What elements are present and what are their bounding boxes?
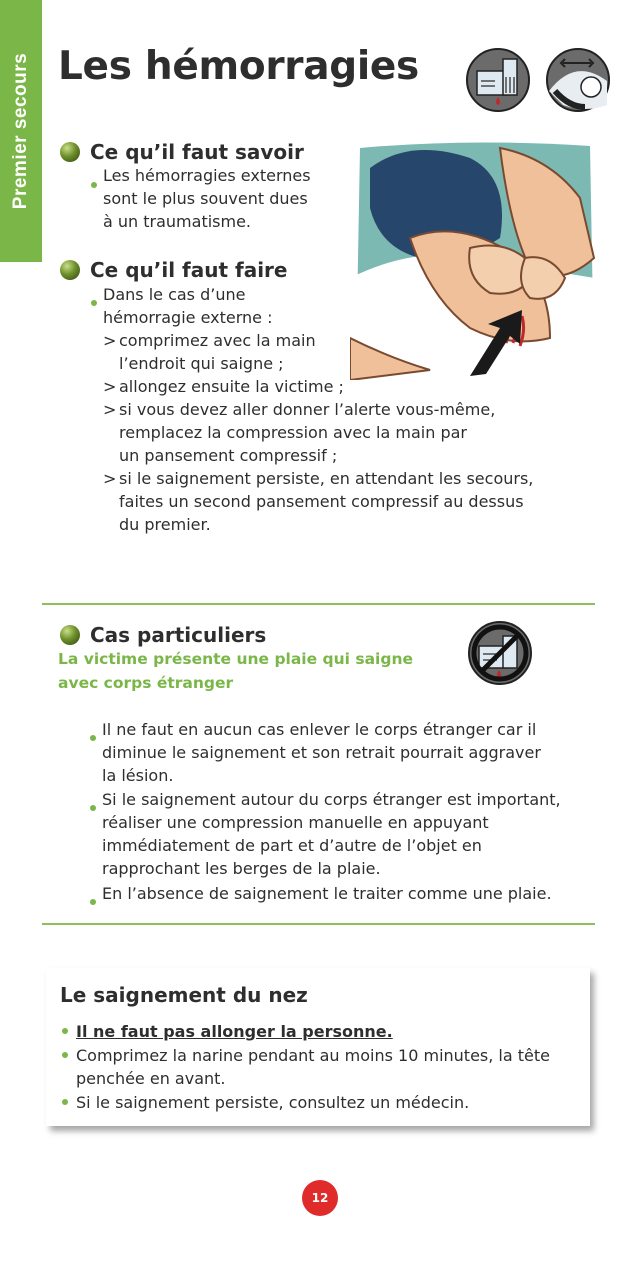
text-line: si vous devez aller donner l’alerte vous-même, — [119, 400, 496, 419]
no-removal-foreign-body-icon — [467, 620, 533, 686]
nose-warning — [76, 1020, 393, 1043]
cas-subheading — [58, 647, 413, 695]
text-line: réaliser une compression manuelle en appuyant — [102, 813, 489, 832]
green-ball-icon — [60, 260, 80, 280]
text-line: du premier. — [119, 515, 211, 534]
text-line: Si le saignement persiste, consultez un médecin. — [76, 1093, 470, 1112]
section-heading-text: Cas particuliers — [90, 623, 267, 647]
text-line: Il ne faut pas allonger la personne. — [76, 1022, 393, 1041]
paragraph-faire-intro — [103, 283, 272, 329]
bullet-icon — [91, 182, 97, 188]
bullet-icon — [90, 735, 96, 741]
bullet-icon — [62, 1028, 68, 1034]
text-line: Il ne faut en aucun cas enlever le corps étranger car il — [102, 720, 537, 739]
text-line: remplacez la compression avec la main par — [119, 423, 467, 442]
text-line: rapprochant les berges de la plaie. — [102, 859, 381, 878]
divider — [42, 603, 595, 605]
section-heading-cas — [60, 623, 266, 647]
section-heading-text: Ce qu’il faut faire — [90, 258, 288, 282]
bullet-icon — [62, 1099, 68, 1105]
list-item — [119, 398, 495, 467]
text-line: hémorragie externe : — [103, 308, 273, 327]
divider — [42, 923, 595, 925]
text-line: Dans le cas d’une — [103, 285, 246, 304]
text-line: à un traumatisme. — [103, 212, 252, 231]
text-line: penchée en avant. — [76, 1069, 226, 1088]
section-heading-savoir — [60, 140, 304, 164]
list-item — [76, 1044, 550, 1090]
list-item — [102, 882, 552, 905]
text-line: allongez ensuite la victime ; — [119, 377, 344, 396]
list-item — [119, 329, 316, 375]
side-tab — [0, 0, 42, 262]
text-line: Les hémorragies externes — [103, 166, 311, 185]
list-item — [76, 1091, 469, 1114]
text-line: diminue le saignement et son retrait pourrait aggraver — [102, 743, 541, 762]
list-item — [119, 467, 533, 536]
page-number: 12 — [302, 1180, 338, 1216]
bullet-icon — [90, 899, 96, 905]
text-line: sont le plus souvent dues — [103, 189, 308, 208]
green-ball-icon — [60, 625, 80, 645]
page-title: Les hémorragies — [58, 44, 419, 89]
list-item — [102, 788, 561, 880]
side-tab-label: Premier secours — [10, 52, 31, 210]
bleeding-hand-pressure-icon — [465, 47, 531, 113]
text-line: comprimez avec la main — [119, 331, 316, 350]
section-heading-text: Ce qu’il faut savoir — [90, 140, 304, 164]
bullet-icon — [62, 1052, 68, 1058]
nosebleed-title: Le saignement du nez — [60, 983, 308, 1007]
list-item — [119, 375, 344, 398]
first-aid-illustration — [350, 138, 595, 380]
text-line: En l’absence de saignement le traiter comme une plaie. — [102, 884, 552, 903]
bullet-icon — [90, 805, 96, 811]
text-line: si le saignement persiste, en attendant les secours, — [119, 469, 534, 488]
list-item — [102, 718, 541, 787]
text-line: avec corps étranger — [58, 674, 234, 692]
chevron-marker: > — [103, 377, 117, 396]
chevron-marker: > — [103, 400, 117, 419]
text-line: La victime présente une plaie qui saigne — [58, 650, 414, 668]
paragraph-savoir — [103, 164, 311, 233]
section-heading-faire — [60, 258, 287, 282]
lay-down-victim-icon — [545, 47, 611, 113]
text-line: immédiatement de part et d’autre de l’objet en — [102, 836, 482, 855]
chevron-marker: > — [103, 469, 117, 488]
text-line: faites un second pansement compressif au dessus — [119, 492, 524, 511]
text-line: la lésion. — [102, 766, 174, 785]
text-line: Si le saignement autour du corps étranger est important, — [102, 790, 561, 809]
chevron-marker: > — [103, 331, 117, 350]
text-line: l’endroit qui saigne ; — [119, 354, 284, 373]
bullet-icon — [91, 300, 97, 306]
text-line: un pansement compressif ; — [119, 446, 338, 465]
green-ball-icon — [60, 142, 80, 162]
text-line: Comprimez la narine pendant au moins 10 minutes, la tête — [76, 1046, 550, 1065]
